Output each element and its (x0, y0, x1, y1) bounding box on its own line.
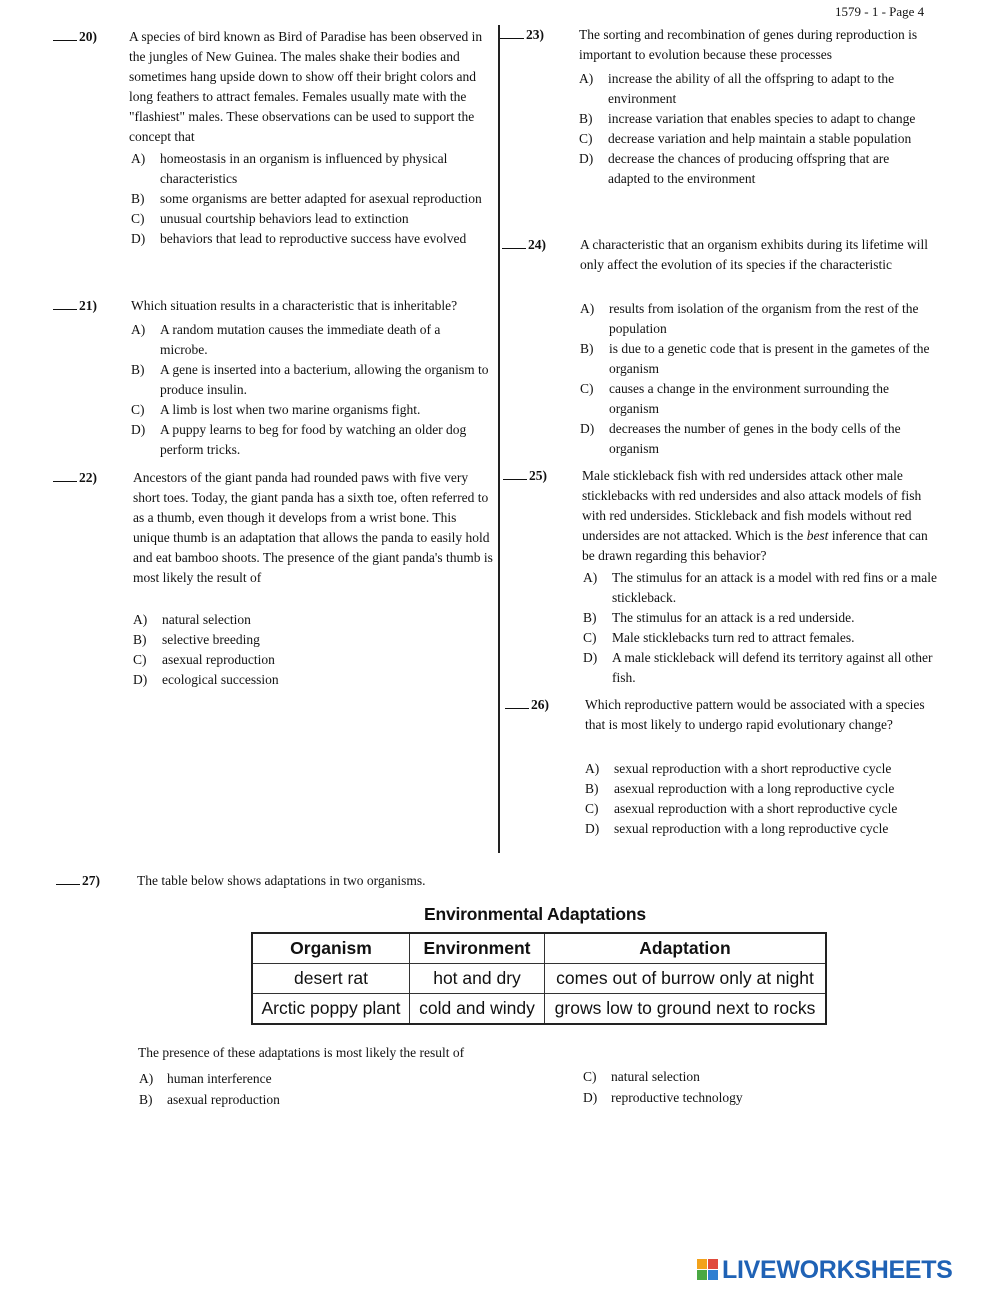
question-number[interactable]: 22) (53, 468, 97, 488)
option-list (131, 320, 491, 460)
column-header: Adaptation (545, 933, 827, 964)
option-c[interactable]: C) asexual reproduction with a short reproductive cycle (585, 801, 898, 816)
question-stem: Ancestors of the giant panda had rounded paws with five very short toes. Today, the giant panda has a sixth toe, often referred to as a thumb, even though it develops from a wrist bone. This unique thumb is an adaptation that allows the panda to easily hold and eat bamboo shoots. The presence of the giant panda's thumb is most likely the result of (133, 470, 493, 585)
option-c[interactable]: C) A limb is lost when two marine organisms fight. (131, 402, 421, 417)
question-number[interactable]: 27) (56, 871, 100, 891)
answer-blank[interactable] (500, 26, 524, 39)
option-a[interactable]: A) human interference (139, 1071, 272, 1086)
question-27-followup: The presence of these adaptations is most likely the result of (138, 1045, 465, 1060)
option-a[interactable]: A) A random mutation causes the immediate death of a microbe. (131, 322, 441, 357)
liveworksheets-logo[interactable] (697, 1256, 993, 1282)
option-c[interactable]: C) decrease variation and help maintain a stable population (579, 131, 912, 146)
column-divider (498, 25, 500, 853)
question-number[interactable]: 26) (505, 695, 549, 715)
table-cell: grows low to ground next to rocks (545, 994, 827, 1025)
option-c[interactable]: C) Male sticklebacks turn red to attract females. (583, 630, 855, 645)
option-a[interactable]: A) increase the ability of all the offspring to adapt to the environment (579, 71, 895, 106)
option-list (133, 610, 489, 690)
option-list (583, 568, 939, 688)
option-a[interactable]: A) sexual reproduction with a short reproductive cycle (585, 761, 892, 776)
answer-blank[interactable] (502, 236, 526, 249)
table-cell: comes out of burrow only at night (545, 964, 827, 994)
question-stem: The sorting and recombination of genes during reproduction is important to evolution because these processes (579, 27, 918, 62)
option-list (579, 69, 931, 189)
option-b[interactable]: B) some organisms are better adapted for asexual reproduction (131, 191, 482, 206)
option-list (131, 149, 487, 249)
option-d[interactable]: D) behaviors that lead to reproductive success have evolved (131, 231, 467, 246)
option-a[interactable]: A) natural selection (133, 612, 251, 627)
question-stem: Which reproductive pattern would be associated with a species that is most likely to undergo rapid evolutionary change? (585, 697, 925, 732)
question-stem: A characteristic that an organism exhibits during its lifetime will only affect the evolution of its species if the characteristic (580, 237, 929, 272)
liveworksheets-wordmark: LIVEWORKSHEETS (722, 1256, 953, 1284)
option-a[interactable]: A) results from isolation of the organism from the rest of the population (580, 301, 919, 336)
option-list (585, 759, 945, 839)
table-cell: cold and windy (410, 994, 545, 1025)
option-d[interactable]: D) A male stickleback will defend its territory against all other fish. (583, 650, 933, 685)
table-row (252, 994, 826, 1025)
option-d[interactable]: D) A puppy learns to beg for food by watching an older dog perform tricks. (131, 422, 467, 457)
question-number[interactable]: 21) (53, 296, 97, 316)
option-b[interactable]: B) A gene is inserted into a bacterium, allowing the organism to produce insulin. (131, 362, 489, 397)
option-c[interactable]: C) causes a change in the environment surrounding the organism (580, 381, 890, 416)
table-row (252, 964, 826, 994)
option-list (580, 299, 932, 459)
option-d[interactable]: D) decreases the number of genes in the body cells of the organism (580, 421, 901, 456)
option-b[interactable]: B) asexual reproduction (139, 1092, 280, 1107)
option-c[interactable]: C) unusual courtship behaviors lead to extinction (131, 211, 409, 226)
question-stem: Male stickleback fish with red undersides attack other male sticklebacks with red undersides and also attack models of fish with red undersides. Stickleback and fish models without red undersides are not attacked. Which is the best inference that can be drawn regarding this behavior? (582, 468, 928, 563)
answer-blank[interactable] (56, 872, 80, 885)
column-header: Organism (252, 933, 410, 964)
option-b[interactable]: B) increase variation that enables species to adapt to change (579, 111, 916, 126)
table-title: Environmental Adaptations (424, 904, 646, 924)
column-header: Environment (410, 933, 545, 964)
question-number[interactable]: 24) (502, 235, 546, 255)
question-number[interactable]: 20) (53, 27, 97, 47)
answer-blank[interactable] (53, 28, 77, 41)
table-cell: Arctic poppy plant (252, 994, 410, 1025)
option-d[interactable]: D) sexual reproduction with a long reproductive cycle (585, 821, 889, 836)
question-number[interactable]: 25) (503, 466, 547, 486)
question-number[interactable]: 23) (500, 25, 544, 45)
option-b[interactable]: B) is due to a genetic code that is present in the gametes of the organism (580, 341, 930, 376)
option-b[interactable]: B) selective breeding (133, 632, 260, 647)
option-d[interactable]: D) ecological succession (133, 672, 279, 687)
answer-blank[interactable] (505, 696, 529, 709)
table-cell: hot and dry (410, 964, 545, 994)
option-c[interactable]: C) asexual reproduction (133, 652, 275, 667)
logo-mark-icon (697, 1259, 719, 1281)
table-cell: desert rat (252, 964, 410, 994)
option-a[interactable]: A) homeostasis in an organism is influenced by physical characteristics (131, 151, 448, 186)
answer-blank[interactable] (53, 469, 77, 482)
question-stem: The table below shows adaptations in two organisms. (137, 873, 426, 888)
question-stem: Which situation results in a characteristic that is inheritable? (131, 298, 458, 313)
option-d[interactable]: D) decrease the chances of producing offspring that are adapted to the environment (579, 151, 890, 186)
question-stem: A species of bird known as Bird of Paradise has been observed in the jungles of New Guinea. The males shake their bodies and sometimes hang upside down to show off their bright colors and long feathers to attract females. Females usually mate with the "flashiest" males. These observations can be used to support the concept that (129, 29, 483, 144)
adaptations-table (251, 932, 827, 1025)
option-d[interactable]: D) reproductive technology (583, 1090, 743, 1105)
option-b[interactable]: B) The stimulus for an attack is a red underside. (583, 610, 855, 625)
table-header-row (252, 933, 826, 964)
answer-blank[interactable] (53, 297, 77, 310)
option-c[interactable]: C) natural selection (583, 1069, 700, 1084)
option-b[interactable]: B) asexual reproduction with a long reproductive cycle (585, 781, 895, 796)
option-a[interactable]: A) The stimulus for an attack is a model with red fins or a male stickleback. (583, 570, 938, 605)
page-number-header: 1579 - 1 - Page 4 (835, 4, 925, 19)
answer-blank[interactable] (503, 467, 527, 480)
